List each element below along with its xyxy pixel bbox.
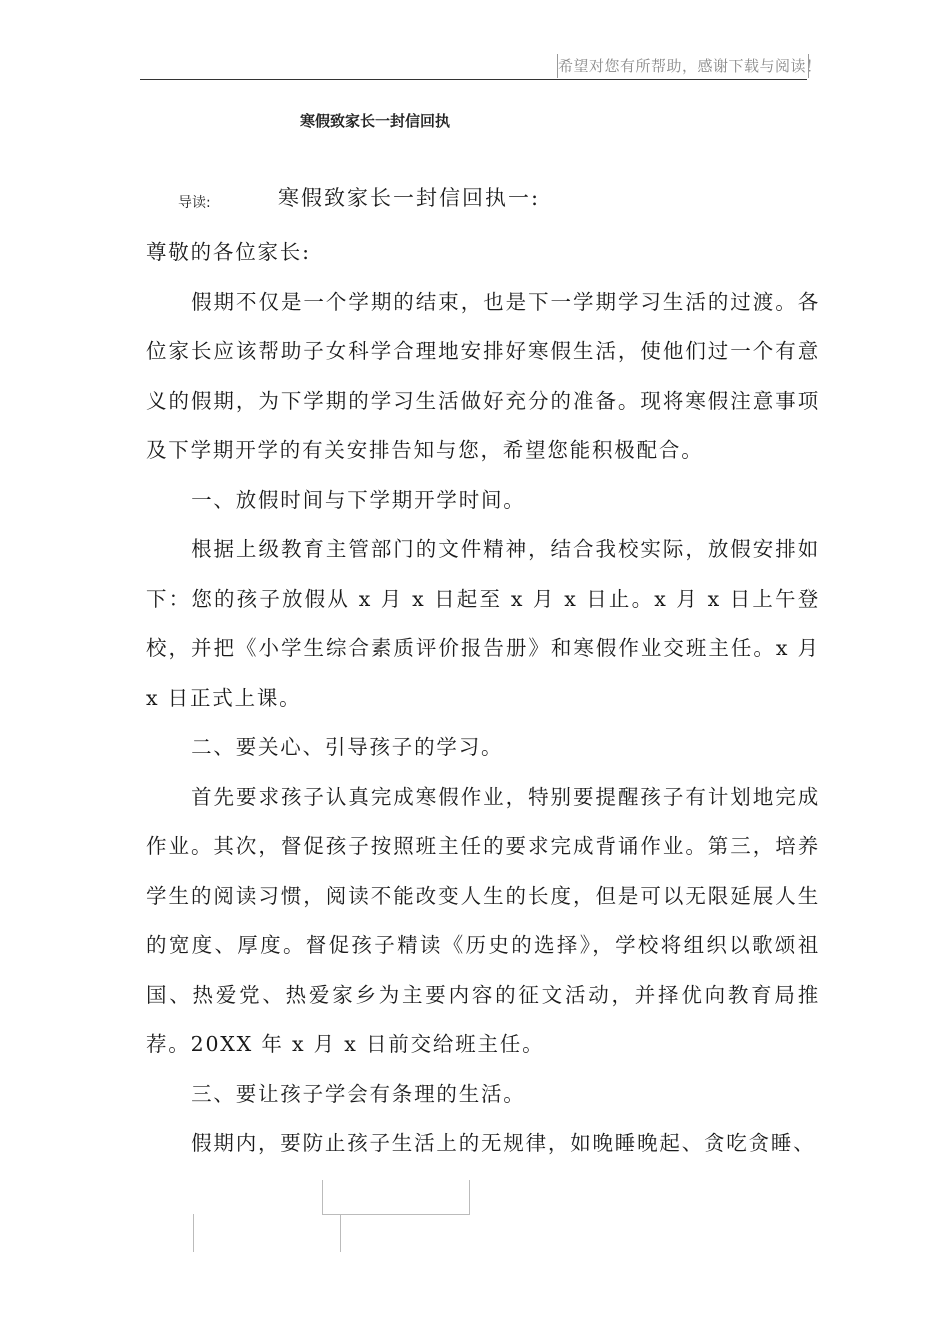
- paragraph: 假期不仅是一个学期的结束，也是下一学期学习生活的过渡。各位家长应该帮助子女科学合理地安排好寒假生活，使他们过一个有意义的假期，为下学期的学习生活做好充分的准备。现将寒假注意事项及下学期开学的有关安排告知与您，希望您能积极配合。: [146, 289, 820, 462]
- lead-text: 寒假致家长一封信回执一:: [278, 186, 541, 210]
- section-heading: 一、放假时间与下学期开学时间。: [191, 487, 526, 512]
- document-title: 寒假致家长一封信回执: [300, 112, 451, 130]
- header-rule: [140, 79, 807, 80]
- section-heading: 二、要关心、引导孩子的学习。: [191, 735, 504, 759]
- lead-label: 导读:: [178, 195, 211, 211]
- paragraph: 首先要求孩子认真完成寒假作业，特别要提醒孩子有计划地完成作业。其次，督促孩子按照班主任的要求完成背诵作业。第三，培养学生的阅读习惯，阅读不能改变人生的长度，但是可以无限延展人生的宽度、厚度。督促孩子精读《历史的选择》，学校将组织以歌颂祖国、热爱党、热爱家乡为主要内容的征文活动，并择优向教育局推荐。20XX 年 x 月 x 日前交给班主任。: [146, 784, 820, 1056]
- table-fragment: [322, 1180, 470, 1215]
- letter-body: [146, 228, 820, 1169]
- paragraph: 根据上级教育主管部门的文件精神，结合我校实际，放假安排如下：您的孩子放假从 x 月 x 日起至 x 月 x 日止。x 月 x 日上午登校，并把《小学生综合素质评价报告册》和寒假作业交班主任。x 月 x 日正式上课。: [146, 537, 820, 710]
- table-fragment: [193, 1214, 341, 1252]
- section-heading: 三、要让孩子学会有条理的生活。: [191, 1081, 526, 1106]
- salutation: 尊敬的各位家长:: [146, 240, 311, 264]
- header-note: 希望对您有所帮助，感谢下载与阅读！: [557, 54, 809, 78]
- paragraph: 假期内，要防止孩子生活上的无规律，如晚睡晚起、贪吃贪睡、: [191, 1131, 816, 1155]
